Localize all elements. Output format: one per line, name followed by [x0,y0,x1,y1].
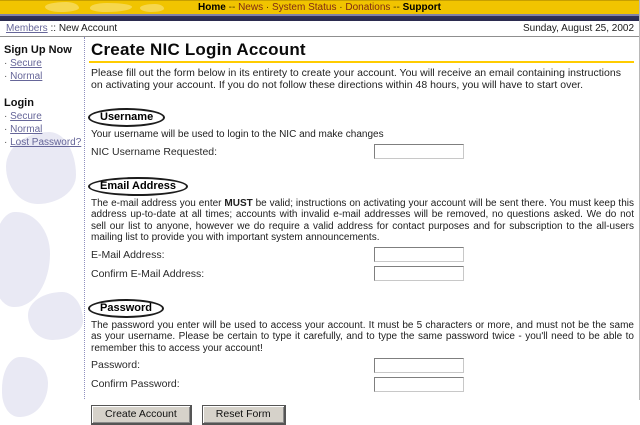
page-date: Sunday, August 25, 2002 [522,23,634,34]
email-description-must: MUST [224,197,253,209]
field-label-email: E-Mail Address: [91,248,165,261]
breadcrumb-separator: :: [50,23,57,34]
main-panel [85,37,639,420]
form-buttons [91,405,634,425]
sidebar-item-signup-normal[interactable] [4,71,82,83]
content-area [0,37,639,420]
breadcrumb-current-page: New Account [58,23,118,34]
sidebar-item-lost-password[interactable] [4,137,82,149]
sidebar-header-signup: Sign Up Now [4,44,72,56]
nic-username-input[interactable] [374,144,464,159]
sidebar-link-login-secure[interactable]: Secure [10,111,42,122]
page-title: Create NIC Login Account [91,40,306,59]
password-description: The password you enter will be used to access your account. It must be 5 characters or more, and must not be the same as your username. Please be certain to type it carefully, and to type the same password twice - you'll need to be able to remember this to access your account! [91,319,634,354]
password-input[interactable] [374,358,464,373]
field-label-nic-username: NIC Username Requested: [91,145,218,158]
title-underline-rule [89,61,634,63]
nav-separator: · [265,2,270,13]
sidebar-item-signup-secure[interactable] [4,58,82,70]
breadcrumb-bar [0,21,639,37]
section-password [91,298,634,393]
navy-divider-bar [0,14,639,21]
breadcrumb [6,23,117,34]
bullet-icon: · [4,58,8,69]
sidebar-link-signup-secure[interactable]: Secure [10,58,42,69]
nav-link-home[interactable]: Home [198,2,226,13]
bullet-icon: · [4,137,8,148]
sidebar-link-lost-password[interactable]: Lost Password? [10,137,82,148]
field-label-password: Password: [91,359,141,371]
field-label-confirm-password: Confirm Password: [91,378,180,390]
email-description-pre: The e-mail address you enter [91,197,225,209]
bullet-icon: · [4,124,8,135]
email-description [91,198,634,244]
intro-text: Please fill out the form below in its entirety to create your account. You will receive an email containing instructions on activating your account. If you do not follow these directions within 48 hours, you will have to start over. [91,67,621,91]
field-label-confirm-email: Confirm E-Mail Address: [91,267,205,280]
username-description: Your username will be used to login to the NIC and make changes [91,129,384,140]
form-row [91,247,634,263]
nav-separator: -- [228,2,236,13]
form-row [91,144,634,160]
world-map-watermark [45,2,79,12]
sidebar-item-login-normal[interactable] [4,124,82,136]
top-nav-bar [0,0,639,14]
section-heading-email: Email Address [88,177,188,196]
sidebar-item-login-secure[interactable] [4,111,82,123]
email-description-post: be valid; instructions on activating your account will be sent there. You must keep this address up-to-date at all times; accounts with invalid e-mail addresses will be removed, no questions asked. We do not sell our list to anyone, however we do require a valid address for contact purposes and for subscription to the all-users mailing list to provide you with important system announcements. [91,197,634,243]
world-map-watermark [140,4,164,12]
section-heading-password: Password [88,299,164,318]
sidebar-header-login: Login [4,97,34,109]
sidebar [0,37,85,399]
create-account-button[interactable]: Create Account [91,405,192,425]
confirm-email-input[interactable] [374,266,464,281]
sidebar-link-signup-normal[interactable]: Normal [10,71,43,82]
nav-link-news[interactable]: News [238,2,264,13]
section-heading-username: Username [88,108,165,127]
nav-separator: -- [393,2,400,13]
breadcrumb-members-link[interactable]: Members [6,23,48,34]
form-row [91,266,634,282]
nav-link-donations[interactable]: Donations [345,2,391,13]
nav-link-support[interactable]: Support [402,2,441,13]
email-input[interactable] [374,247,464,262]
sidebar-spacer [4,84,82,97]
reset-form-button[interactable]: Reset Form [202,405,286,425]
nav-separator: · [339,2,343,13]
sidebar-link-login-normal[interactable]: Normal [10,124,43,135]
form-row [91,376,634,392]
world-map-watermark [90,3,132,12]
section-username [91,107,634,160]
form-row [91,357,634,373]
confirm-password-input[interactable] [374,377,464,392]
nav-link-system-status[interactable]: System Status [271,2,337,13]
section-email [91,176,634,282]
bullet-icon: · [4,71,8,82]
bullet-icon: · [4,111,8,122]
